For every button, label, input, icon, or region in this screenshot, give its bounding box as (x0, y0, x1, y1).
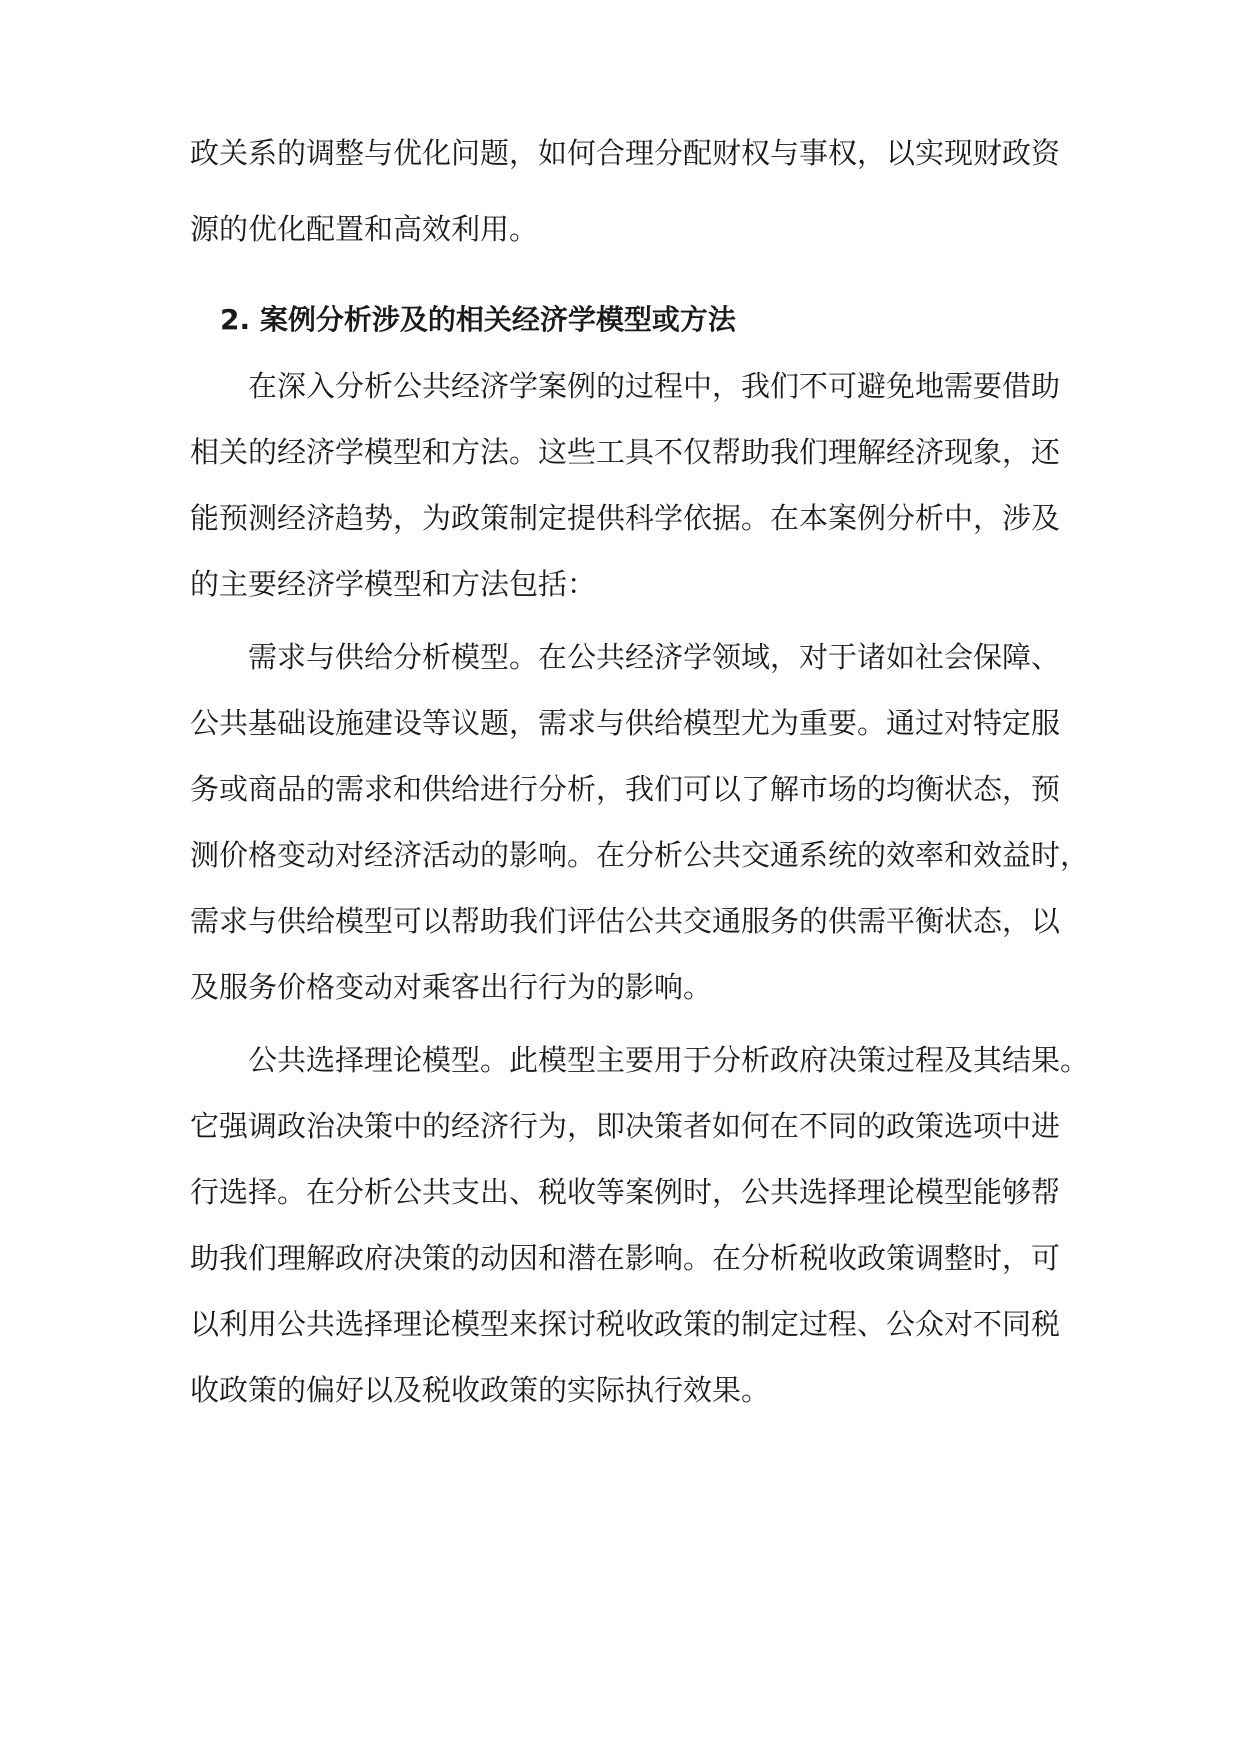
paragraph-line: 源的优化配置和高效利用。 (190, 212, 539, 246)
paragraph-line: 政关系的调整与优化问题，如何合理分配财权与事权，以实现财政资 (190, 136, 1061, 170)
paragraph-line: 需求与供给分析模型。在公共经济学领域，对于诸如社会保障、 (248, 640, 1061, 674)
paragraph-line: 务或商品的需求和供给进行分析，我们可以了解市场的均衡状态，预 (190, 772, 1061, 806)
section-heading: 2. 案例分析涉及的相关经济学模型或方法 (220, 303, 736, 336)
paragraph-line: 能预测经济趋势，为政策制定提供科学依据。在本案例分析中，涉及 (190, 501, 1061, 535)
paragraph-line: 相关的经济学模型和方法。这些工具不仅帮助我们理解经济现象，还 (190, 435, 1061, 469)
paragraph-line: 行选择。在分析公共支出、税收等案例时，公共选择理论模型能够帮 (190, 1175, 1061, 1209)
paragraph-line: 在深入分析公共经济学案例的过程中，我们不可避免地需要借助 (248, 369, 1061, 403)
paragraph-line: 及服务价格变动对乘客出行行为的影响。 (190, 970, 713, 1004)
paragraph-line: 它强调政治决策中的经济行为，即决策者如何在不同的政策选项中进 (190, 1109, 1061, 1143)
paragraph-line: 公共选择理论模型。此模型主要用于分析政府决策过程及其结果。 (248, 1043, 1090, 1077)
paragraph-line: 收政策的偏好以及税收政策的实际执行效果。 (190, 1373, 771, 1407)
paragraph-line: 以利用公共选择理论模型来探讨税收政策的制定过程、公众对不同税 (190, 1307, 1061, 1341)
paragraph-line: 公共基础设施建设等议题，需求与供给模型尤为重要。通过对特定服 (190, 706, 1061, 740)
paragraph-line: 的主要经济学模型和方法包括： (190, 567, 597, 601)
paragraph-line: 助我们理解政府决策的动因和潜在影响。在分析税收政策调整时，可 (190, 1241, 1061, 1275)
paragraph-line: 测价格变动对经济活动的影响。在分析公共交通系统的效率和效益时， (190, 838, 1090, 872)
paragraph-line: 需求与供给模型可以帮助我们评估公共交通服务的供需平衡状态，以 (190, 904, 1061, 938)
